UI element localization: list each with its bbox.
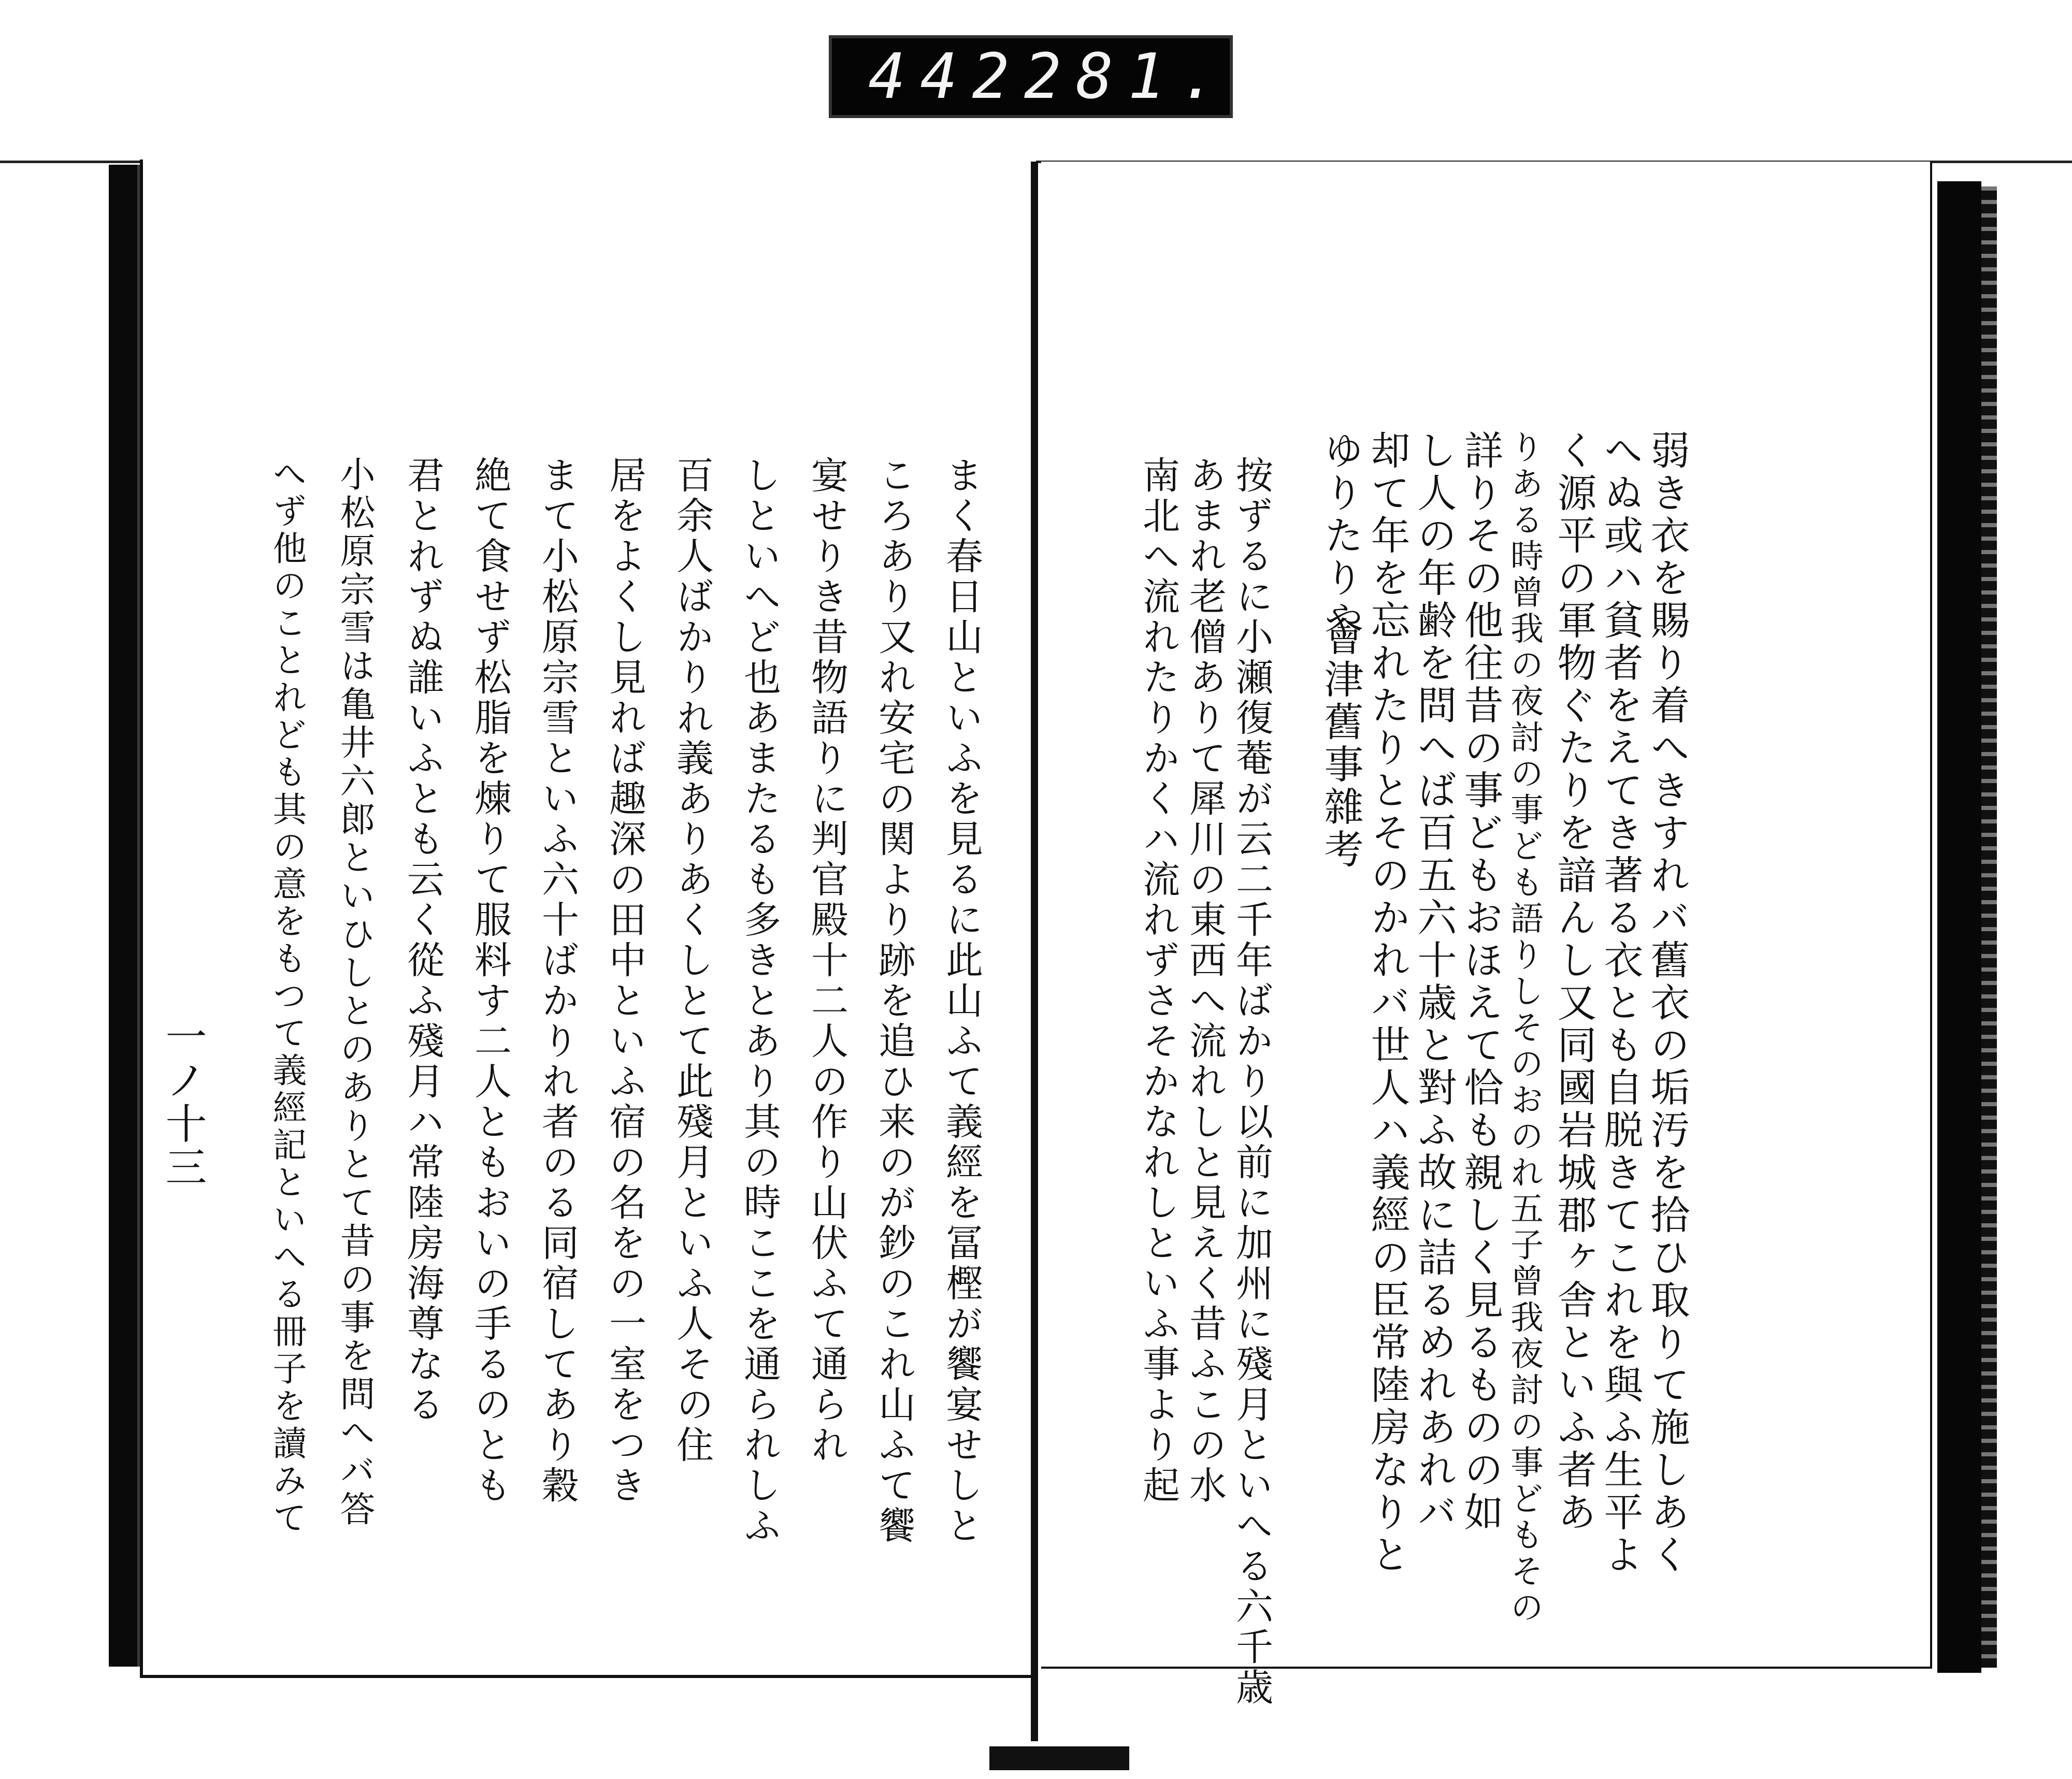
left-page-column-4: しといへど也あまたるも多きとあり其の時ここを通られしふ (738, 456, 781, 1546)
film-reel-number: 442 (868, 40, 1024, 113)
right-page-column-3: く源平の軍物ぐたりを諳んし又同國岩城郡ヶ舎といふ者あ (1551, 430, 1597, 1534)
left-page-column-5: 百余人ばかりれ義ありあくしとて此殘月といふ人その住 (670, 456, 714, 1466)
page-folio-number: 一ノ十三 (159, 1015, 207, 1189)
right-page-column-9: あまれ老僧ありて犀川の東西へ流れしと見えく昔ふこの水 (1183, 456, 1227, 1506)
left-page-column-2: ころあり又れ安宅の関より跡を追ひ来のが鈔のこれ山ふて饗 (872, 456, 916, 1546)
section-heading-prefix: ゆりたりや (1318, 430, 1364, 642)
microfilm-label (829, 35, 1233, 118)
left-binding-edge (109, 165, 140, 1667)
right-page-column-8: 按ずるに小瀬復菴が云二千年ばかり以前に加州に殘月といへる六千歳 (1230, 456, 1273, 1708)
right-binding-edge (1937, 181, 1981, 1673)
left-page-column-8: 絶て食せず松脂を煉りて服料す二人ともおいの手るのとも (468, 456, 512, 1506)
right-page-column-6: し人の年齢を問へば百五六十歳と對ふ故に詰るめれあれバ (1411, 430, 1457, 1534)
book-spine (1031, 162, 1038, 1741)
left-page-column-9: 君とれずぬ誰いふとも云く從ふ殘月ハ常陸房海尊なる (401, 456, 444, 1425)
right-page-column-1: 弱き衣を賜り着へきすれバ舊衣の垢汚を拾ひ取りて施しあく (1644, 430, 1690, 1576)
left-page-column-11: へず他のことれども其の意をもつて義經記といへる冊子を讀みて (267, 456, 307, 1537)
left-page-column-3: 宴せりき昔物語りに判官殿十二人の作り山伏ふて通られ (805, 456, 848, 1466)
right-page-column-7: 却て年を忘れたりとそのかれバ世人ハ義經の臣常陸房なりと (1364, 430, 1411, 1576)
right-page-column-2: へぬ或ハ貧者をえてき著る衣とも自脱きてこれを與ふ生平よ (1598, 430, 1644, 1576)
left-page-column-1: まく春日山といふを見るに此山ふて義經を冨樫が饗宴せしと (940, 456, 983, 1546)
right-page-column-4: りある時曾我の夜討の事ども語りしそのおのれ五子曾我夜討の事どもその (1505, 430, 1543, 1626)
left-page-column-7: まて小松原宗雪といふ六十ばかりれ者のる同宿してあり穀 (536, 456, 579, 1506)
left-page-column-10: 小松原宗雪は亀井六郎といひしとのありとて昔の事を問へバ答 (334, 456, 375, 1529)
right-binding-texture (1981, 186, 1997, 1668)
left-page-column-6: 居をよくし見れば趣深の田中といふ宿の名をの一室をつき (603, 456, 646, 1506)
right-page-column-10: 南北へ流れたりかくハ流れずさそかなれしといふ事より起 (1136, 456, 1180, 1506)
film-frame-number: 281. (1024, 40, 1232, 113)
right-page-column-5: 詳りその他往昔の事どもおほえて恰も親しく見るものの如 (1458, 430, 1504, 1534)
spine-foot (989, 1746, 1129, 1770)
section-heading-title: 會津舊事雜考 (1318, 616, 1364, 871)
